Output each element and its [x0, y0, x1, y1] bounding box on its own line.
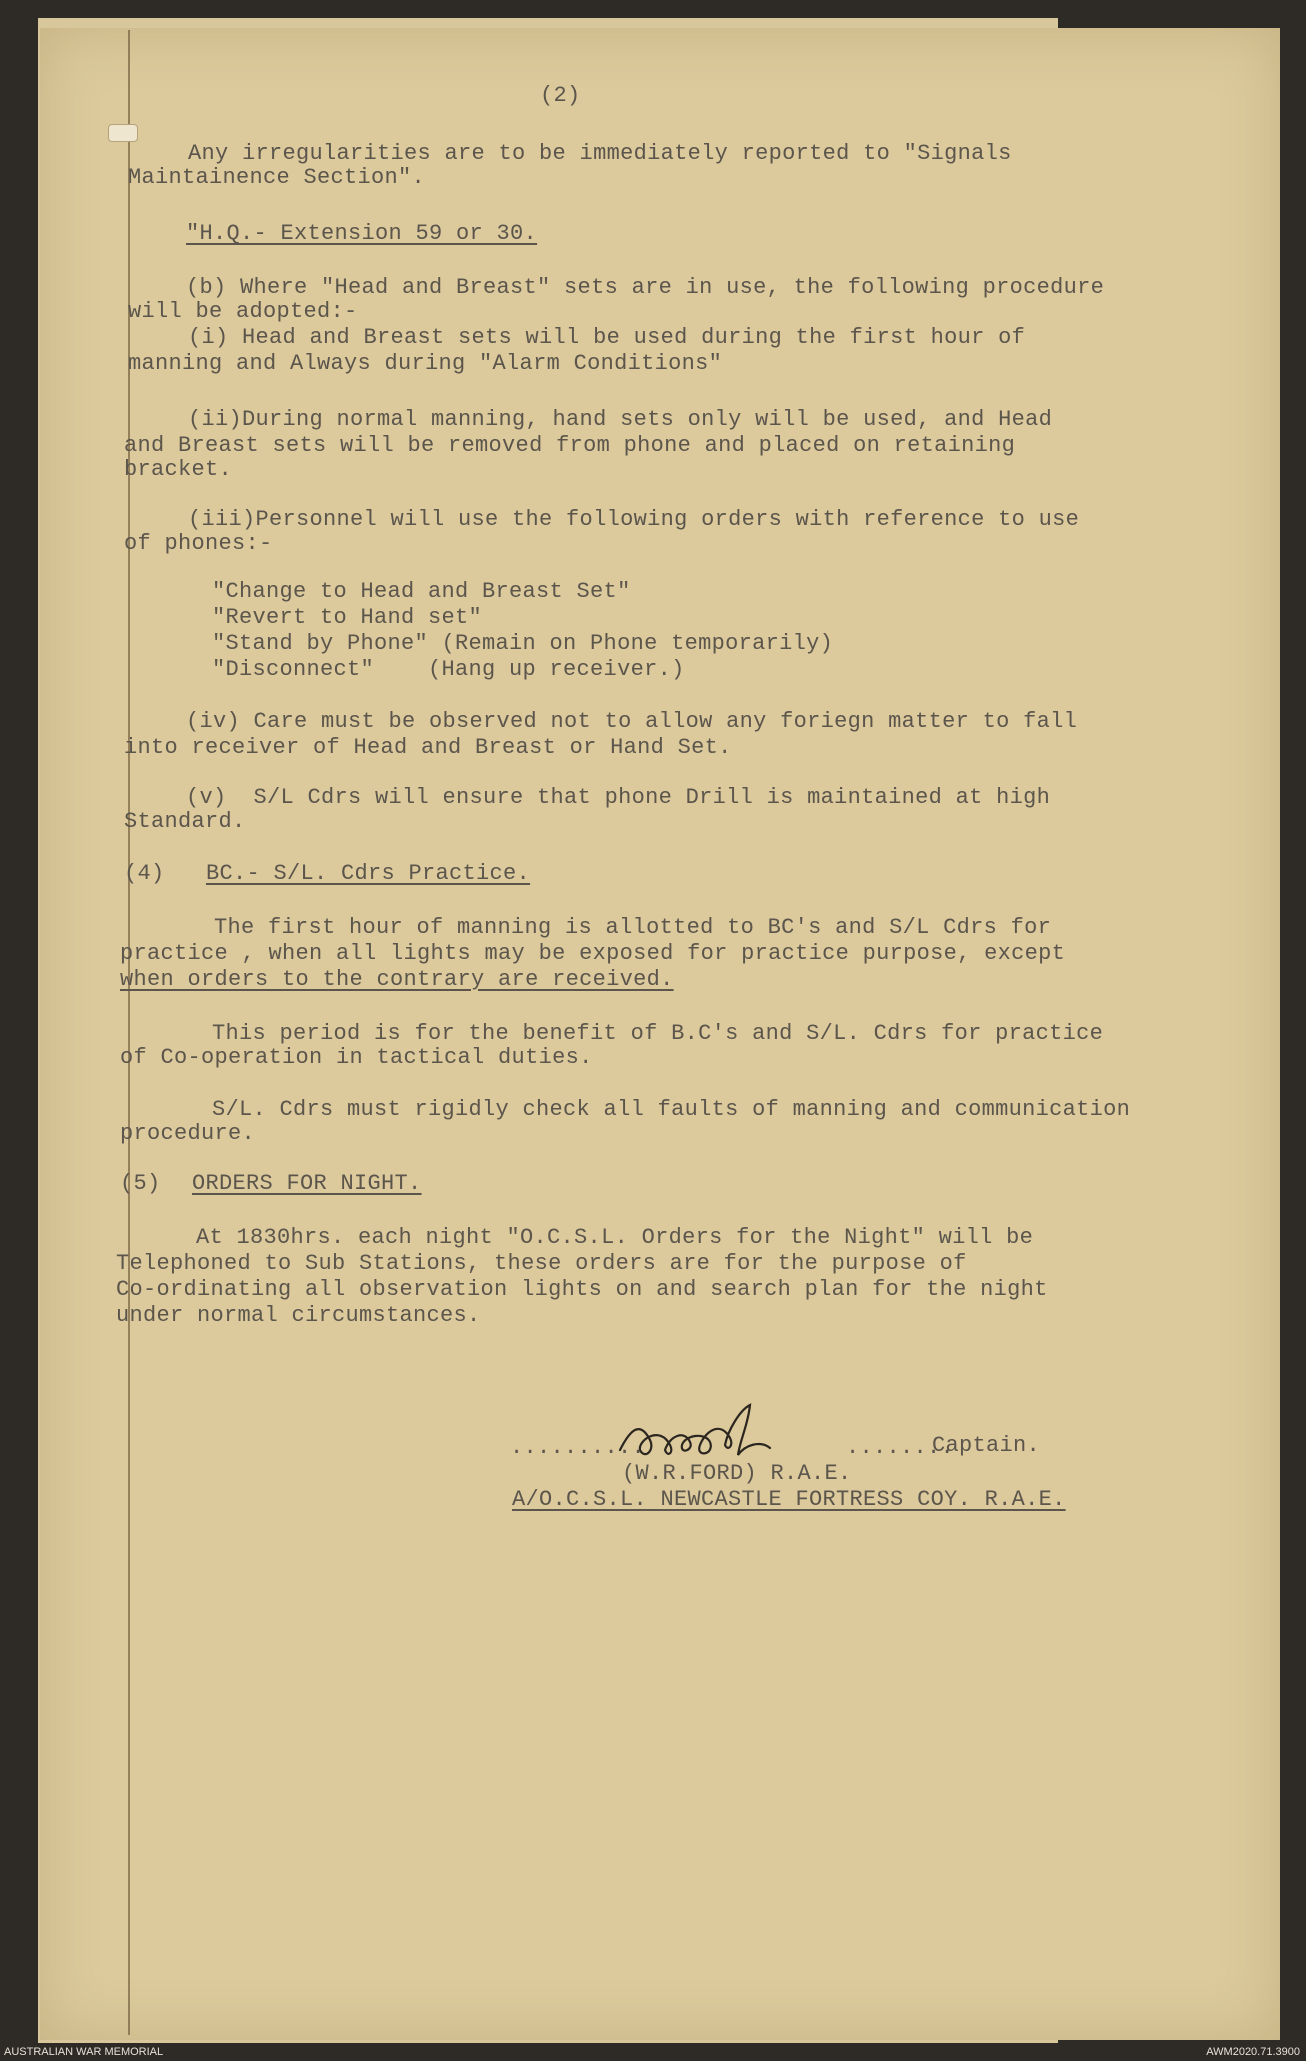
footer-accession-number: AWM2020.71.3900 [1206, 2046, 1300, 2058]
section-number-4: (4) [124, 861, 165, 886]
text-line: Standard. [124, 809, 246, 834]
text-line: (b) Where "Head and Breast" sets are in use, the following procedure [186, 275, 1105, 300]
text-line: of phones:- [124, 531, 273, 556]
text-line: (iii)Personnel will use the following orders with reference to use [188, 507, 1080, 532]
text-line: Maintainence Section". [128, 165, 426, 190]
text-line: "Revert to Hand set" [212, 605, 483, 630]
text-line: "Change to Head and Breast Set" [212, 579, 631, 604]
text-line: The first hour of manning is allotted to BC's and S/L Cdrs for [214, 915, 1052, 940]
text-line: This period is for the benefit of B.C's and S/L. Cdrs for practice [212, 1021, 1104, 1046]
text-line: (iv) Care must be observed not to allow any foriegn matter to fall [186, 709, 1078, 734]
text-line: into receiver of Head and Breast or Hand Set. [124, 735, 732, 760]
signatory-rank: Captain. [932, 1433, 1041, 1458]
text-line: Telephoned to Sub Stations, these orders are for the purpose of [116, 1251, 967, 1276]
text-line: (ii)During normal manning, hand sets only will be used, and Head [188, 407, 1053, 432]
text-line: when orders to the contrary are received. [120, 967, 674, 992]
signature-dots-right: ........ [846, 1435, 955, 1460]
text-line: At 1830hrs. each night "O.C.S.L. Orders for the Night" will be [196, 1225, 1034, 1250]
text-line: S/L. Cdrs must rigidly check all faults of manning and communication [212, 1097, 1131, 1122]
text-line: (v) S/L Cdrs will ensure that phone Drill is maintained at high [186, 785, 1051, 810]
binding-fold-line [128, 30, 130, 2035]
text-line: will be adopted:- [128, 299, 358, 324]
text-line: under normal circumstances. [116, 1303, 481, 1328]
page-number: (2) [540, 83, 581, 108]
text-line: practice , when all lights may be exposed for practice purpose, except [120, 941, 1066, 966]
paper-tab [108, 124, 138, 142]
text-line: "Disconnect" (Hang up receiver.) [212, 657, 685, 682]
text-line: "Stand by Phone" (Remain on Phone temporarily) [212, 631, 834, 656]
text-line: manning and Always during "Alarm Conditions" [128, 351, 723, 376]
section-number-5: (5) [120, 1171, 161, 1196]
signature-dots-left: .......... [510, 1435, 646, 1460]
text-line: bracket. [124, 457, 233, 482]
footer-archive-name: AUSTRALIAN WAR MEMORIAL [4, 2046, 164, 2058]
text-line: (i) Head and Breast sets will be used during the first hour of [188, 325, 1026, 350]
text-line: of Co-operation in tactical duties. [120, 1045, 593, 1070]
signatory-name: (W.R.FORD) R.A.E. [622, 1461, 852, 1486]
text-line: and Breast sets will be removed from phone and placed on retaining [124, 433, 1016, 458]
signatory-unit: A/O.C.S.L. NEWCASTLE FORTRESS COY. R.A.E. [512, 1487, 1066, 1512]
section-heading-extension: "H.Q.- Extension 59 or 30. [186, 221, 538, 246]
text-line: Co-ordinating all observation lights on and search plan for the night [116, 1277, 1048, 1302]
section-heading-bc-practice: BC.- S/L. Cdrs Practice. [206, 861, 531, 886]
text-line: procedure. [120, 1121, 256, 1146]
section-heading-orders-for-night: ORDERS FOR NIGHT. [192, 1171, 422, 1196]
text-line: Any irregularities are to be immediately reported to "Signals [188, 141, 1012, 166]
